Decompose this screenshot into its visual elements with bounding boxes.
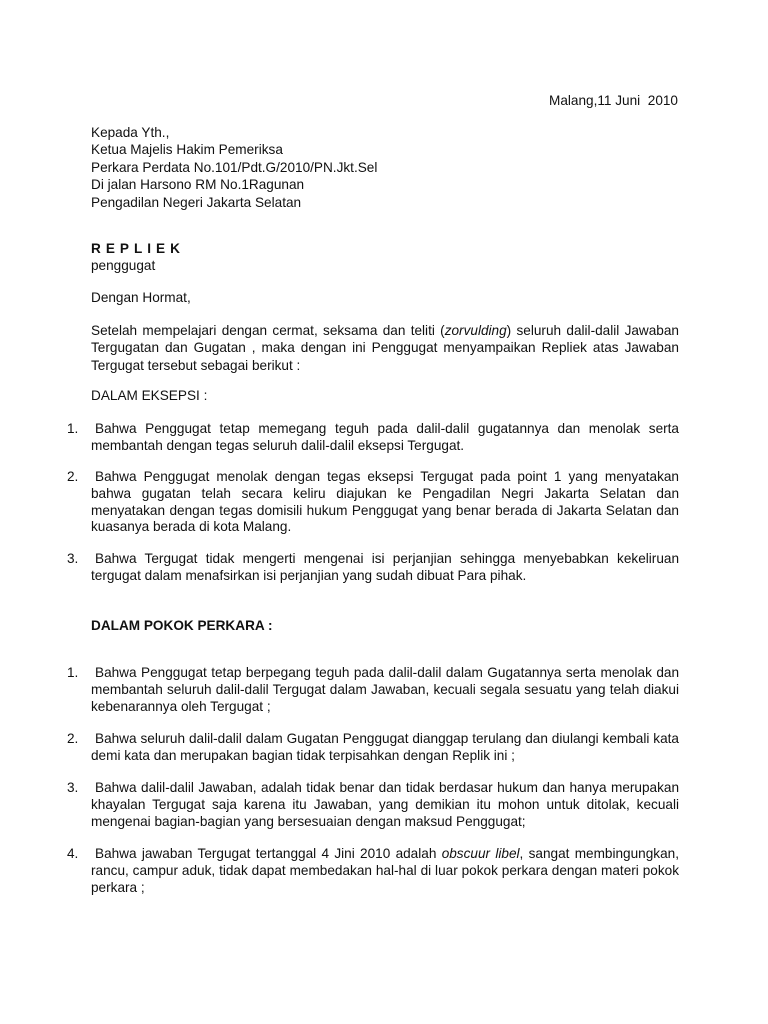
eksepsi-item xyxy=(67,421,679,455)
item-number: 3. xyxy=(67,780,79,795)
document-subtitle: penggugat xyxy=(91,258,156,273)
item-text: Bahwa dalil-dalil Jawaban, adalah tidak benar dan tidak berdasar hukum dan hanya merupakan khayalan Tergugat saja karena itu Jawaban, yang demikian itu mohon untuk ditolak, kecuali mengenai bagian-bagian yang bersesuaian dengan maksud Penggugat; xyxy=(91,780,679,829)
intro-text-before: Setelah mempelajari dengan cermat, seksama dan teliti ( xyxy=(91,323,445,338)
pokok-item xyxy=(67,665,679,715)
item-text: Bahwa Tergugat tidak mengerti mengenai isi perjanjian sehingga menyebabkan kekeliruan tergugat dalam menafsirkan isi perjanjian yang sudah dibuat Para pihak. xyxy=(91,551,679,583)
address-line: Pengadilan Negeri Jakarta Selatan xyxy=(91,194,302,210)
intro-text-after: ) seluruh dalil-dalil Jawaban Tergugatan dan Gugatan , maka dengan ini Penggugat menyampaikan Repliek atas Jawaban Tergugat tersebut sebagai berikut : xyxy=(91,323,679,373)
item-number: 2. xyxy=(67,731,79,746)
item-text: Bahwa Penggugat menolak dengan tegas eksepsi Tergugat pada point 1 yang menyatakan bahwa gugatan telah secara keliru diajukan ke Pengadilan Negri Jakarta Selatan dan menyatakan dengan tegas domisili hukum Penggugat yang benar berada di Jakarta Selatan dan kuasanya berada di kota Malang. xyxy=(91,469,679,535)
item-text-after: , sangat membingungkan, rancu, campur aduk, tidak dapat membedakan hal-hal di luar pokok perkara dengan materi pokok perkara ; xyxy=(91,846,679,895)
item-text-before: Bahwa jawaban Tergugat tertanggal 4 Jini 2010 adalah xyxy=(95,846,442,861)
pokok-item xyxy=(67,780,679,830)
item-text: Bahwa Penggugat tetap berpegang teguh pada dalil-dalil dalam Gugatannya serta menolak dan membantah seluruh dalil-dalil Tergugat dalam Jawaban, kecuali segala sesuatu yang telah diakui kebenarannya oleh Tergugat ; xyxy=(91,665,679,714)
recipient-address xyxy=(91,124,377,211)
address-line: Kepada Yth., xyxy=(91,125,170,140)
pokok-item xyxy=(67,731,679,765)
item-number: 1. xyxy=(67,665,79,680)
eksepsi-item xyxy=(67,469,679,536)
pokok-item xyxy=(67,846,679,896)
intro-paragraph xyxy=(91,322,679,374)
item-number: 4. xyxy=(67,846,79,861)
item-number: 3. xyxy=(67,551,79,566)
eksepsi-item xyxy=(67,551,679,585)
document-title: REPLIEK xyxy=(91,241,185,256)
address-line: Perkara Perdata No.101/Pdt.G/2010/PN.Jkt.Sel xyxy=(91,159,378,175)
letter-date: Malang,11 Juni 2010 xyxy=(549,93,678,108)
section-heading-eksepsi: DALAM EKSEPSI : xyxy=(91,388,208,403)
address-line: Ketua Majelis Hakim Pemeriksa xyxy=(91,142,283,158)
item-text: Bahwa Penggugat tetap memegang teguh pada dalil-dalil gugatannya dan menolak serta membantah dengan tegas seluruh dalil-dalil eksepsi Tergugat. xyxy=(91,421,679,453)
item-text xyxy=(91,846,679,896)
item-number: 2. xyxy=(67,469,79,484)
greeting: Dengan Hormat, xyxy=(91,290,191,305)
address-line: Di jalan Harsono RM No.1Ragunan xyxy=(91,177,305,193)
item-italic-term: obscuur libel xyxy=(441,846,520,861)
section-heading-pokok-perkara: DALAM POKOK PERKARA : xyxy=(91,618,273,633)
intro-italic-term: zorvulding xyxy=(444,323,507,338)
item-number: 1. xyxy=(67,421,79,436)
item-text: Bahwa seluruh dalil-dalil dalam Gugatan Penggugat dianggap terulang dan diulangi kembali kata demi kata dan merupakan bagian tidak terpisahkan dengan Replik ini ; xyxy=(91,731,679,763)
